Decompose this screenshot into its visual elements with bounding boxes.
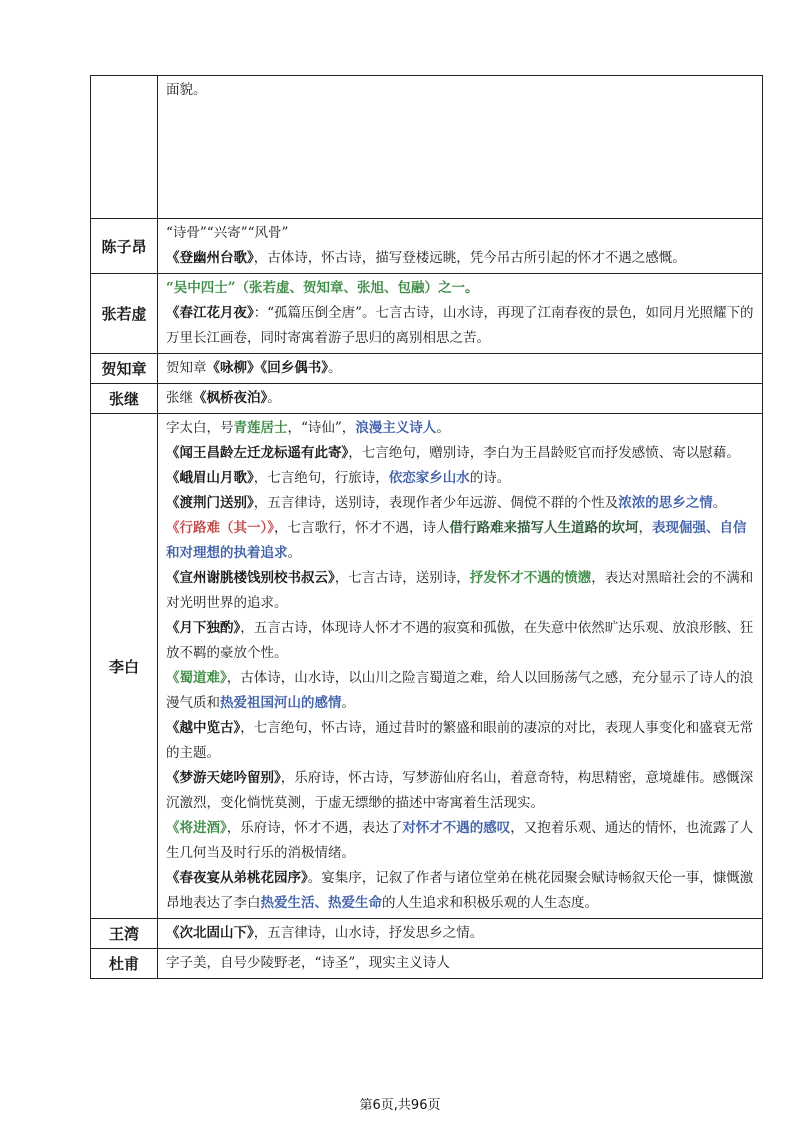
poem-entry: 《行路难（其一）》，七言歌行，怀才不遇，诗人借行路难来描写人生道路的坎坷，表现倔强、自信和对理想的执着追求。: [166, 520, 747, 561]
content-cell: 《次北固山下》，五言律诗，山水诗，抒发思乡之情。: [158, 919, 763, 949]
continuation-text: 面貌。: [166, 82, 207, 98]
poet-name: 张若虚: [91, 274, 158, 354]
table-row: [91, 919, 763, 949]
poem-entry: 《月下独酌》，五言古诗，体现诗人怀才不遇的寂寞和孤傲，在失意中依然旷达乐观、放浪形骸、狂放不羁的豪放个性。: [166, 620, 754, 661]
poet-name: 李白: [91, 414, 158, 919]
poem-desc: ：“孤篇压倒全唐”。七言古诗，山水诗，再现了江南春夜的景色，如同月光照耀下的万里长江画卷，同时寄寓着游子思归的离别相思之苦。: [166, 305, 754, 346]
poem-title: 《月下独酌》: [166, 620, 241, 636]
poem-title: 《闻王昌龄左迁龙标遥有此寄》: [166, 445, 349, 461]
poem-title: 《蜀道难》: [166, 670, 227, 686]
poem-title: 《枫桥夜泊》: [193, 390, 268, 406]
epithet-line: “吴中四士”（张若虚、贺知章、张旭、包融）之一。: [166, 280, 479, 296]
poem-entry: 《梦游天姥吟留别》，乐府诗，怀古诗，写梦游仙府名山，着意奇特，构思精密，意境雄伟。感慨深沉激烈，变化惝恍莫测，于虚无缥缈的描述中寄寓着生活现实。: [166, 770, 754, 811]
epithet-line: “诗骨”“兴寄”“风骨”: [166, 225, 289, 241]
content-cell: 张继《枫桥夜泊》。: [158, 384, 763, 414]
poet-name: 贺知章: [91, 354, 158, 384]
poem-title: 《越中览古》: [166, 720, 241, 736]
poem-title: 《春江花月夜》: [166, 305, 254, 321]
poem-title: 《峨眉山月歌》: [166, 470, 254, 486]
table-row: [91, 384, 763, 414]
content-cell: [158, 76, 763, 219]
table-row: [91, 949, 763, 979]
poem-title: 《咏柳》《回乡偶书》: [206, 360, 328, 376]
poem-entry: 《渡荆门送别》，五言律诗，送别诗，表现作者少年远游、倜傥不群的个性及浓浓的思乡之情。: [166, 495, 727, 511]
table-row: [91, 354, 763, 384]
poem-entry: 《将进酒》，乐府诗，怀才不遇，表达了对怀才不遇的感叹，又抱着乐观、通达的情怀，也流露了人生几何当及时行乐的消极情绪。: [166, 820, 754, 861]
poet-table: [90, 75, 763, 979]
content-cell: [158, 949, 763, 979]
poem-title: 《次北固山下》: [166, 925, 254, 941]
poem-entry: [166, 246, 756, 271]
content-cell: [158, 219, 763, 274]
poem-entry: 《峨眉山月歌》，七言绝句，行旅诗，依恋家乡山水的诗。: [166, 470, 511, 486]
poem-desc: ，古体诗，怀古诗，描写登楼远眺，凭今吊古所引起的怀才不遇之感慨。: [253, 250, 686, 266]
poem-title: 《行路难（其一）》: [166, 520, 274, 536]
table-row: [91, 274, 763, 354]
poem-entry: 《宣州谢朓楼饯别校书叔云》，七言古诗，送别诗，抒发怀才不遇的愤懑，表达对黑暗社会的不满和对光明世界的追求。: [166, 570, 754, 611]
poet-name: 陈子昂: [91, 219, 158, 274]
poem-title: 《渡荆门送别》: [166, 495, 254, 511]
poem-title: 《登幽州台歌》: [166, 250, 254, 266]
poet-name: 杜甫: [91, 949, 158, 979]
content-cell: [158, 414, 763, 919]
poem-entry: [166, 301, 756, 351]
poem-entry: 《越中览古》，七言绝句，怀古诗，通过昔时的繁盛和眼前的凄凉的对比，表现人事变化和盛衰无常的主题。: [166, 720, 754, 761]
table-row: [91, 414, 763, 919]
poet-name: 张继: [91, 384, 158, 414]
table-row: [91, 219, 763, 274]
poem-entry: 《春夜宴从弟桃花园序》。宴集序，记叙了作者与诸位堂弟在桃花园聚会赋诗畅叙天伦一事，慷慨激昂地表达了李白热爱生活、热爱生命的人生追求和积极乐观的人生态度。: [166, 870, 754, 911]
poet-intro: 字子美，自号少陵野老，“诗圣”，现实主义诗人: [166, 955, 450, 971]
poem-title: 《宣州谢朓楼饯别校书叔云》: [166, 570, 335, 586]
page-number: 第6页,共96页: [359, 1098, 441, 1113]
poem-entry: 《蜀道难》，古体诗，山水诗，以山川之险言蜀道之难，给人以回肠荡气之感，充分显示了诗人的浪漫气质和热爱祖国河山的感情。: [166, 670, 754, 711]
highlight-names: 张若虚、贺知章、张旭、包融: [249, 280, 425, 296]
poem-title: 《春夜宴从弟桃花园序》: [166, 870, 308, 886]
poet-intro: 字太白，号青莲居士，“诗仙”，浪漫主义诗人。: [166, 420, 450, 436]
poet-name: 王湾: [91, 919, 158, 949]
poem-entry: 《闻王昌龄左迁龙标遥有此寄》，七言绝句，赠别诗，李白为王昌龄贬官而抒发感愤、寄以慰藉。: [166, 445, 740, 461]
content-cell: [158, 274, 763, 354]
poem-title: 《将进酒》: [166, 820, 227, 836]
poem-title: 《梦游天姥吟留别》: [166, 770, 281, 786]
content-cell: 贺知章《咏柳》《回乡偶书》。: [158, 354, 763, 384]
name-cell-empty: [91, 76, 158, 219]
table-row: [91, 76, 763, 219]
